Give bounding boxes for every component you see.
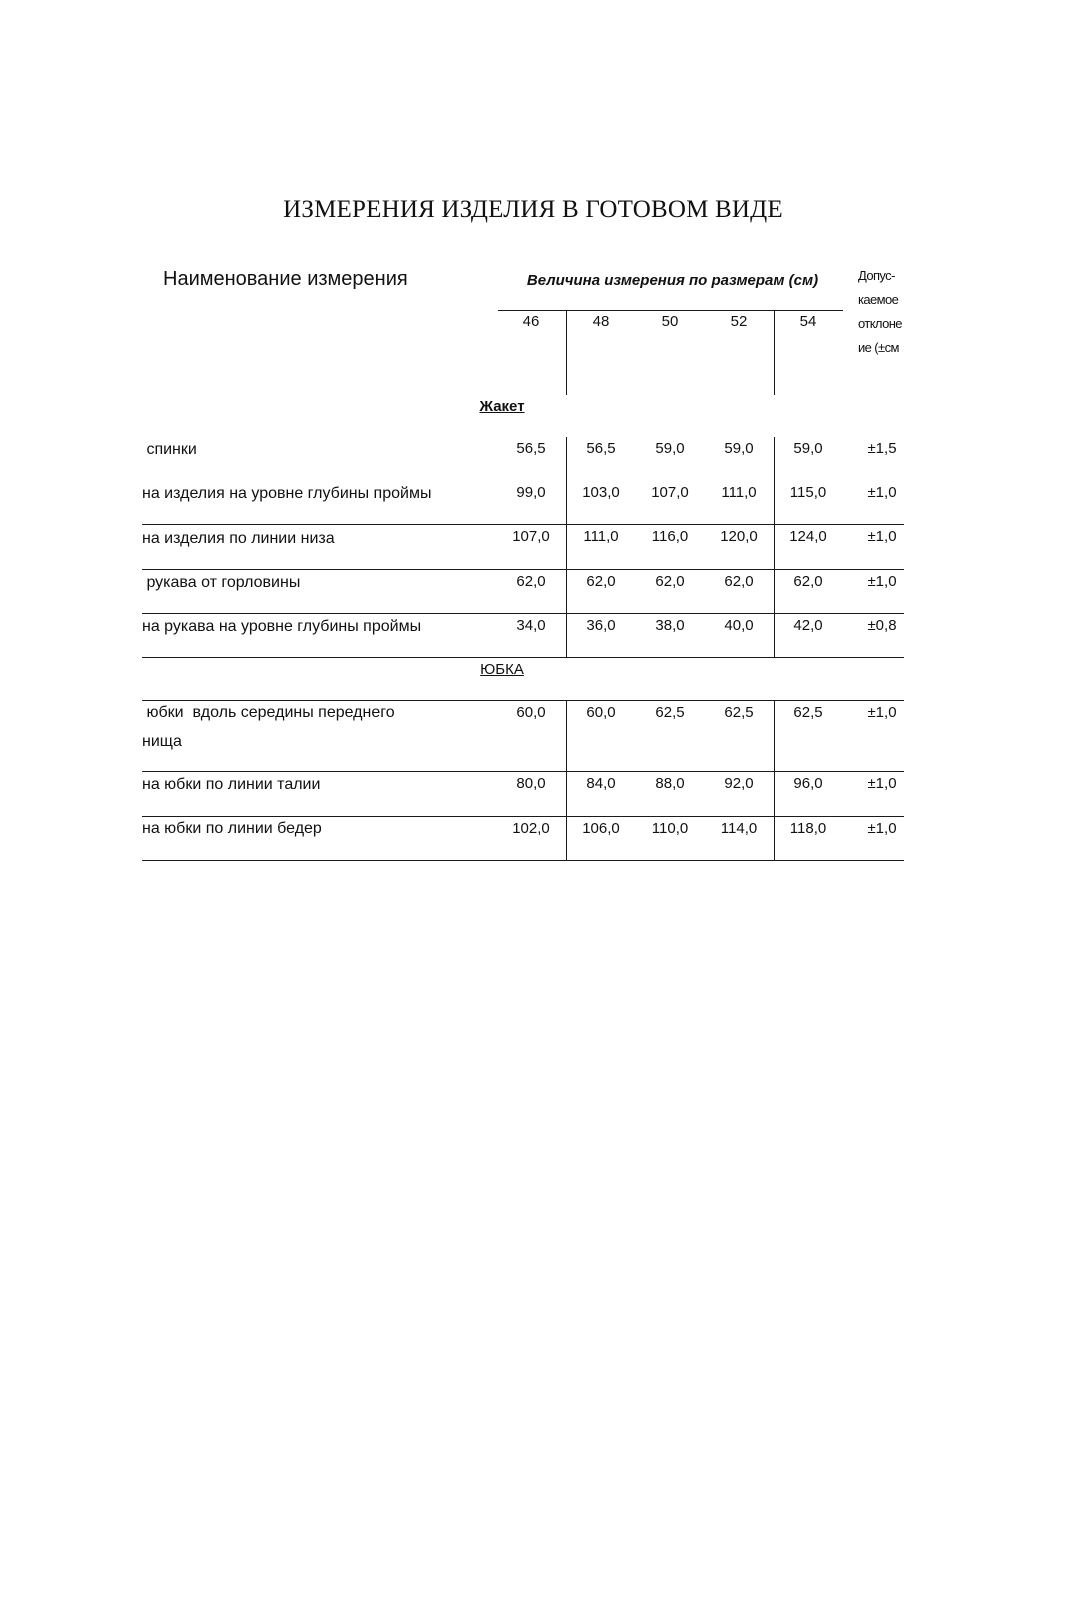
tolerance-header-line: Допус- <box>858 268 895 283</box>
row-tolerance: ±1,0 <box>867 820 897 837</box>
row-value: 62,5 <box>724 704 754 721</box>
row-value: 102,0 <box>512 820 550 837</box>
header-column-line <box>774 310 775 395</box>
row-value: 110,0 <box>651 820 689 837</box>
header-divider-line <box>498 310 843 311</box>
row-value: 124,0 <box>789 528 827 545</box>
size-header-46: 46 <box>522 313 540 330</box>
row-value: 120,0 <box>720 528 758 545</box>
row-tolerance: ±1,0 <box>867 573 897 590</box>
row-value: 111,0 <box>721 484 757 501</box>
row-value: 111,0 <box>583 528 619 545</box>
row-value: 36,0 <box>586 617 616 634</box>
section-title-skirt: ЮБКА <box>480 661 524 678</box>
row-value: 62,0 <box>516 573 546 590</box>
row-value: 56,5 <box>586 440 616 457</box>
tolerance-header <box>858 264 908 360</box>
row-tolerance: ±1,0 <box>867 704 897 721</box>
row-value: 88,0 <box>655 775 685 792</box>
section-title-jacket: Жакет <box>479 398 525 415</box>
row-value: 107,0 <box>651 484 689 501</box>
row-value: 114,0 <box>720 820 758 837</box>
size-header-52: 52 <box>730 313 748 330</box>
row-name: спинки <box>142 441 197 458</box>
row-tolerance: ±1,0 <box>867 484 897 501</box>
row-name: на рукава на уровне глубины проймы <box>142 618 422 635</box>
row-name: на изделия на уровне глубины проймы <box>142 485 432 502</box>
row-value: 115,0 <box>789 484 827 501</box>
row-value: 60,0 <box>516 704 546 721</box>
row-value: 59,0 <box>655 440 685 457</box>
row-value: 59,0 <box>724 440 754 457</box>
row-value: 84,0 <box>586 775 616 792</box>
row-tolerance: ±0,8 <box>867 617 897 634</box>
header-column-line <box>566 310 567 395</box>
row-value: 62,0 <box>724 573 754 590</box>
row-value: 118,0 <box>789 820 827 837</box>
row-value: 116,0 <box>651 528 689 545</box>
row-tolerance: ±1,5 <box>867 440 897 457</box>
tolerance-header-line: каемое <box>858 292 899 307</box>
row-value: 38,0 <box>655 617 685 634</box>
row-value: 107,0 <box>512 528 550 545</box>
row-value: 42,0 <box>793 617 823 634</box>
row-name: рукава от горловины <box>142 574 301 591</box>
row-value: 99,0 <box>516 484 546 501</box>
size-header-54: 54 <box>799 313 817 330</box>
row-value: 34,0 <box>516 617 546 634</box>
size-header-48: 48 <box>592 313 610 330</box>
row-value: 60,0 <box>586 704 616 721</box>
row-name: на изделия по линии низа <box>142 530 335 547</box>
tolerance-header-line: отклоне <box>858 316 902 331</box>
row-name: на юбки по линии талии <box>142 776 321 793</box>
row-tolerance: ±1,0 <box>867 775 897 792</box>
row-name: юбки вдоль середины переднего нища <box>142 704 395 750</box>
row-value: 62,0 <box>793 573 823 590</box>
row-value: 56,5 <box>516 440 546 457</box>
row-value: 62,0 <box>586 573 616 590</box>
table-bottom-line <box>142 860 904 861</box>
page-title: ИЗМЕРЕНИЯ ИЗДЕЛИЯ В ГОТОВОМ ВИДЕ <box>283 196 783 223</box>
row-value: 92,0 <box>724 775 754 792</box>
row-value: 80,0 <box>516 775 546 792</box>
row-value: 62,5 <box>655 704 685 721</box>
row-value: 40,0 <box>724 617 754 634</box>
row-value: 106,0 <box>582 820 620 837</box>
section-end-line <box>142 657 904 658</box>
row-value: 62,5 <box>793 704 823 721</box>
row-value: 59,0 <box>793 440 823 457</box>
row-value: 96,0 <box>793 775 823 792</box>
measurement-name-header: Наименование измерения <box>163 268 408 290</box>
sizes-caption-header: Величина измерения по размерам (см) <box>526 272 819 289</box>
row-tolerance: ±1,0 <box>867 528 897 545</box>
row-value: 62,0 <box>655 573 685 590</box>
tolerance-header-line: ие (±см <box>858 340 899 355</box>
size-header-50: 50 <box>661 313 679 330</box>
row-name: на юбки по линии бедер <box>142 820 322 837</box>
row-value: 103,0 <box>582 484 620 501</box>
